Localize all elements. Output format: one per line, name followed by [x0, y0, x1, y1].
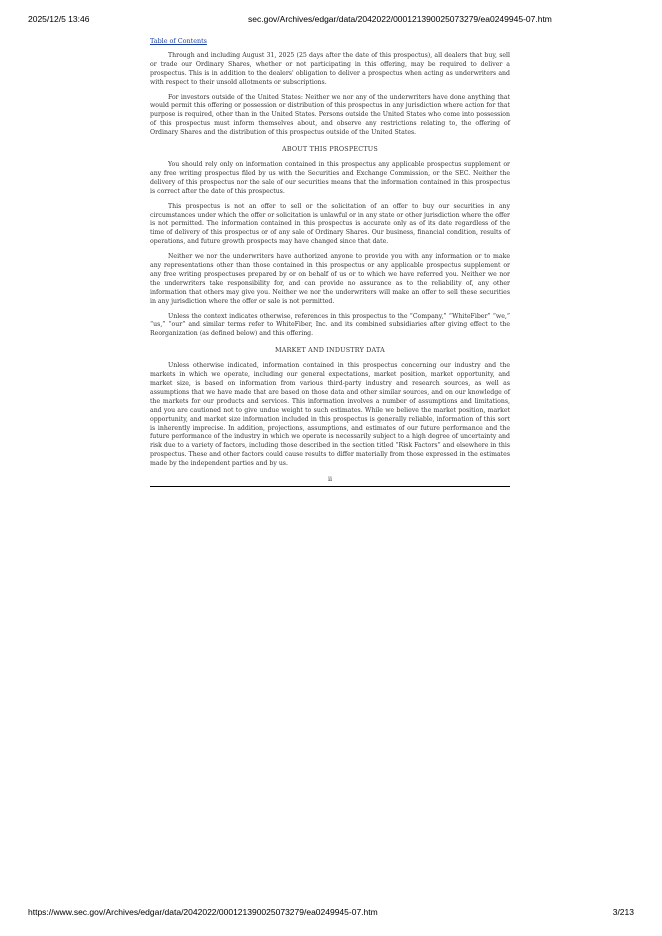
about-paragraph-3: Neither we nor the underwriters have authorized anyone to provide you with any information or to make any representations other than those contained in this prospectus or any applicable prospectus supplement or any free writing prospectuses prepared by or on behalf of us or to which we have referred you. Neither we nor the underwriters take responsibility for, and can provide no assurance as to the reliability of, any other information that others may give you. Neither we nor the underwriters will make an offer to sell these securities in any jurisdiction where the offer or sale is not permitted. — [150, 253, 510, 305]
print-page-count: 3/213 — [612, 907, 634, 917]
table-of-contents-link[interactable]: Table of Contents — [150, 37, 207, 45]
about-paragraph-2: This prospectus is not an offer to sell or the solicitation of an offer to buy our securities in any circumstances under which the offer or solicitation is unlawful or in any state or other jurisdiction where the offer is not permitted. The information contained in this prospectus is accurate only as of its date regardless of the time of delivery of this prospectus or of any sale of Ordinary Shares. Our business, financial condition, results of operations, and future growth prospects may have changed since that date. — [150, 202, 510, 246]
investors-paragraph: For investors outside of the United States: Neither we nor any of the underwriters have done anything that would permit this offering or possession or distribution of this prospectus in any jurisdiction where action for that purpose is required, other than in the United States. Persons outside the United States who come into possession of this prospectus must inform themselves about, and observe any restrictions relating to, the offering of Ordinary Shares and the distribution of this prospectus outside of the United States. — [150, 93, 510, 137]
about-paragraph-1: You should rely only on information contained in this prospectus any applicable prospectus supplement or any free writing prospectus filed by us with the Securities and Exchange Commission, or the SEC. Neither the delivery of this prospectus nor the sale of our securities means that the information contained in this prospectus is correct after the date of this prospectus. — [150, 160, 510, 195]
document-body — [150, 37, 510, 487]
print-page-title: sec.gov/Archives/edgar/data/2042022/000121390025073279/ea0249945-07.htm — [248, 14, 552, 24]
about-paragraph-4: Unless the context indicates otherwise, references in this prospectus to the “Company,” “WhiteFiber” “we,” “us,” “our” and similar terms refer to WhiteFiber, Inc. and its combined subsidiaries after giving effect to the Reorganization (as defined below) and this offering. — [150, 312, 510, 338]
market-data-heading: MARKET AND INDUSTRY DATA — [275, 346, 385, 355]
print-footer — [28, 907, 634, 921]
print-header — [28, 14, 634, 28]
dealers-paragraph: Through and including August 31, 2025 (25 days after the date of this prospectus), all dealers that buy, sell or trade our Ordinary Shares, whether or not participating in this offering, may be required to deliver a prospectus. This is in addition to the dealers' obligation to deliver a prospectus when acting as underwriters and with respect to their unsold allotments or subscriptions. — [150, 51, 510, 86]
market-data-paragraph: Unless otherwise indicated, information contained in this prospectus concerning our industry and the markets in which we operate, including our general expectations, market position, market opportunity, and market size, is based on information from various third-party industry and research sources, as well as assumptions that we have made that are based on those data and other similar sources, and on our knowledge of the markets for our products and services. This information involves a number of assumptions and limitations, and you are cautioned not to give undue weight to such estimates. While we believe the market position, market opportunity, and market size information included in this prospectus is generally reliable, information of this sort is inherently imprecise. In addition, projections, assumptions, and estimates of our future performance and the future performance of the industry in which we operate is necessarily subject to a high degree of uncertainty and risk due to a variety of factors, including those described in the section titled “Risk Factors” and elsewhere in this prospectus. These and other factors could cause results to differ materially from those expressed in the estimates made by the independent parties and by us. — [150, 362, 510, 468]
print-url: https://www.sec.gov/Archives/edgar/data/2042022/000121390025073279/ea0249945-07.htm — [28, 907, 378, 917]
page-number: ii — [327, 475, 333, 484]
print-datetime: 2025/12/5 13:46 — [28, 14, 90, 24]
page-divider — [150, 486, 510, 487]
about-prospectus-heading: ABOUT THIS PROSPECTUS — [282, 145, 378, 154]
